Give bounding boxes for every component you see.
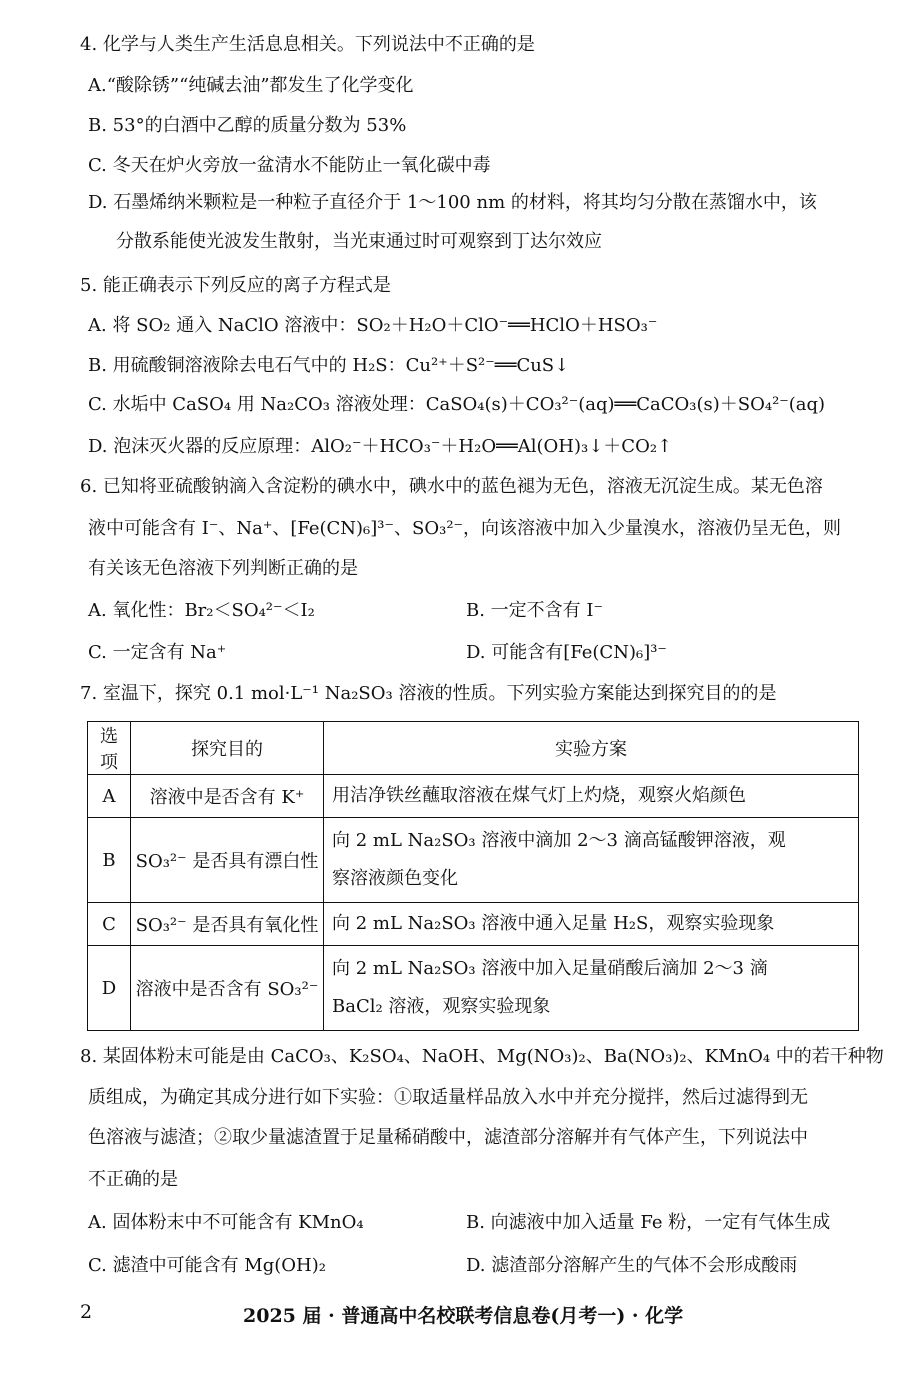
q8-stem-line2: 质组成，为确定其成分进行如下实验：①取适量样品放入水中并充分搅拌，然后过滤得到无 [88,1087,808,1108]
row-option: A [88,775,131,818]
q5-option-a: A. 将 SO₂ 通入 NaClO 溶液中：SO₂＋H₂O＋ClO⁻══HClO＋HSO₃⁻ [88,315,658,336]
row-goal: SO₃²⁻ 是否具有漂白性 [131,818,324,903]
q4-stem: 4. 化学与人类生产生活息息相关。下列说法中不正确的是 [80,34,535,55]
q5-option-b: B. 用硫酸铜溶液除去电石气中的 H₂S：Cu²⁺＋S²⁻══CuS↓ [88,355,570,376]
q8-option-c: C. 滤渣中可能含有 Mg(OH)₂ [88,1255,326,1276]
row-plan [324,903,859,946]
table-row [88,903,859,946]
table-row [88,775,859,818]
row-option: B [88,818,131,903]
table-row [88,946,859,1031]
q4-option-b: B. 53°的白酒中乙醇的质量分数为 53% [88,115,407,136]
q6-option-d: D. 可能含有[Fe(CN)₆]³⁻ [466,642,667,663]
q6-option-a: A. 氧化性：Br₂＜SO₄²⁻＜I₂ [88,600,315,621]
q6-stem-line1: 6. 已知将亚硫酸钠滴入含淀粉的碘水中，碘水中的蓝色褪为无色，溶液无沉淀生成。某无色溶 [80,476,823,497]
q8-stem-line1: 8. 某固体粉末可能是由 CaCO₃、K₂SO₄、NaOH、Mg(NO₃)₂、Ba(NO₃)₂、KMnO₄ 中的若干种物 [80,1046,884,1067]
row-plan [324,946,859,1031]
q5-option-c: C. 水垢中 CaSO₄ 用 Na₂CO₃ 溶液处理：CaSO₄(s)＋CO₃²⁻(aq)══CaCO₃(s)＋SO₄²⁻(aq) [88,394,826,415]
q4-option-a: A.“酸除锈”“纯碱去油”都发生了化学变化 [88,75,414,96]
experiment-table [87,721,859,1031]
q8-option-b: B. 向滤液中加入适量 Fe 粉，一定有气体生成 [466,1212,831,1233]
q8-option-a: A. 固体粉末中不可能含有 KMnO₄ [88,1212,364,1233]
q8-stem-line4: 不正确的是 [88,1169,178,1190]
header-goal: 探究目的 [131,722,324,775]
row-option: D [88,946,131,1031]
row-option: C [88,903,131,946]
row-goal: SO₃²⁻ 是否具有氧化性 [131,903,324,946]
row-plan-line2: 察溶液颜色变化 [332,868,458,889]
row-goal: 溶液中是否含有 K⁺ [131,775,324,818]
row-plan-line2: BaCl₂ 溶液，观察实验现象 [332,996,551,1017]
q7-stem: 7. 室温下，探究 0.1 mol·L⁻¹ Na₂SO₃ 溶液的性质。下列实验方案能达到探究目的的是 [80,683,777,704]
q6-stem-line2: 液中可能含有 I⁻、Na⁺、[Fe(CN)₆]³⁻、SO₃²⁻，向该溶液中加入少量溴水，溶液仍呈无色，则 [88,518,842,539]
row-plan [324,775,859,818]
q8-option-d: D. 滤渣部分溶解产生的气体不会形成酸雨 [466,1255,798,1276]
row-plan-line1: 向 2 mL Na₂SO₃ 溶液中通入足量 H₂S，观察实验现象 [332,913,775,934]
table-row [88,818,859,903]
q6-option-c: C. 一定含有 Na⁺ [88,642,227,663]
footer-title: 2025 届 · 普通高中名校联考信息卷(月考一) · 化学 [243,1305,684,1327]
q6-stem-line3: 有关该无色溶液下列判断正确的是 [88,558,358,579]
page-number: 2 [80,1301,93,1323]
row-plan-line1: 向 2 mL Na₂SO₃ 溶液中加入足量硝酸后滴加 2～3 滴 [332,958,768,979]
q5-stem: 5. 能正确表示下列反应的离子方程式是 [80,275,391,296]
row-goal: 溶液中是否含有 SO₃²⁻ [131,946,324,1031]
row-plan [324,818,859,903]
row-plan-line1: 用洁净铁丝蘸取溶液在煤气灯上灼烧，观察火焰颜色 [332,785,746,806]
header-plan: 实验方案 [324,722,859,775]
q4-option-c: C. 冬天在炉火旁放一盆清水不能防止一氧化碳中毒 [88,155,491,176]
table-header-row [88,722,859,775]
q4-option-d-line2: 分散系能使光波发生散射，当光束通过时可观察到丁达尔效应 [116,231,602,252]
q8-stem-line3: 色溶液与滤渣；②取少量滤渣置于足量稀硝酸中，滤渣部分溶解并有气体产生，下列说法中 [88,1127,808,1148]
row-plan-line1: 向 2 mL Na₂SO₃ 溶液中滴加 2～3 滴高锰酸钾溶液，观 [332,830,786,851]
header-option: 选项 [88,722,131,775]
q4-option-d-line1: D. 石墨烯纳米颗粒是一种粒子直径介于 1～100 nm 的材料，将其均匀分散在蒸馏水中，该 [88,192,817,213]
q5-option-d: D. 泡沫灭火器的反应原理：AlO₂⁻＋HCO₃⁻＋H₂O══Al(OH)₃↓＋CO₂↑ [88,436,673,457]
q6-option-b: B. 一定不含有 I⁻ [466,600,604,621]
